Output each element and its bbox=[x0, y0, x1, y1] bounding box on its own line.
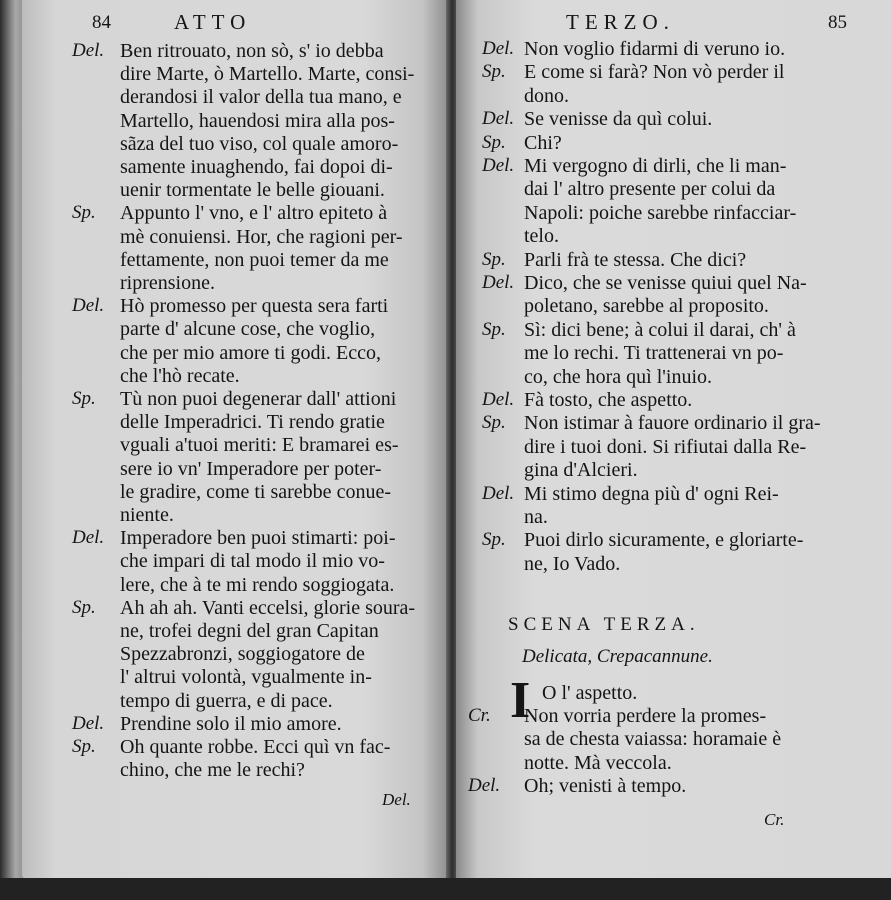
line-text: Se venisse da quì colui. bbox=[524, 108, 713, 131]
line-text: gina d'Alcieri. bbox=[524, 459, 638, 482]
speaker-label: Del. bbox=[72, 40, 105, 61]
line-text: l' altrui volontà, vgualmente in- bbox=[120, 666, 372, 689]
speaker-label: Sp. bbox=[482, 61, 506, 83]
speaker-label: Cr. bbox=[468, 705, 491, 727]
right-running-head: TERZO. bbox=[566, 10, 675, 34]
speaker-label: Sp. bbox=[72, 388, 96, 409]
line-text: dire Marte, ò Martello. Marte, consi- bbox=[120, 63, 415, 86]
scene-title: SCENA TERZA. bbox=[508, 614, 700, 635]
line-text: Hò promesso per questa sera farti bbox=[120, 295, 389, 318]
speaker-label: Sp. bbox=[72, 736, 96, 757]
speaker-label: Del. bbox=[482, 108, 515, 130]
drop-cap: I bbox=[510, 672, 531, 729]
line-text: riprensione. bbox=[120, 272, 215, 294]
speaker-label: Del. bbox=[482, 38, 515, 59]
speaker-label: Sp. bbox=[72, 596, 96, 618]
speaker-label: Del. bbox=[482, 482, 515, 504]
line-text: Oh; venisti à tempo. bbox=[524, 774, 687, 797]
line-text: Mi vergogno di dirli, che li man- bbox=[524, 155, 787, 177]
line-text: samente inuaghendo, fai dopoi di- bbox=[120, 156, 393, 178]
line-text: Parli frà te stessa. Che dici? bbox=[524, 248, 747, 271]
line-text: derandosi il valor della tua mano, e bbox=[120, 86, 402, 109]
line-text: che impari di tal modo il mio vo- bbox=[120, 550, 385, 573]
line-text: Martello, hauendosi mira alla pos- bbox=[120, 109, 395, 132]
line-text: che l'hò recate. bbox=[120, 364, 240, 387]
right-page bbox=[456, 0, 891, 880]
line-text: poletano, sarebbe al proposito. bbox=[524, 295, 769, 318]
line-text: notte. Mà veccola. bbox=[524, 751, 672, 774]
line-text: Chi? bbox=[524, 131, 562, 154]
speaker-label: Sp. bbox=[482, 318, 506, 340]
line-text: dono. bbox=[524, 84, 569, 107]
line-text: Ah ah ah. Vanti eccelsi, glorie soura- bbox=[120, 596, 416, 619]
line-text: co, che hora quì l'inuio. bbox=[524, 365, 712, 388]
line-text: Non voglio fidarmi di veruno io. bbox=[524, 38, 786, 60]
line-text: Ben ritrouato, non sò, s' io debba bbox=[120, 40, 384, 62]
bottom-shadow bbox=[0, 878, 891, 900]
speaker-label: Del. bbox=[72, 295, 105, 317]
line-text: dai l' altro presente per colui da bbox=[524, 178, 776, 201]
line-text: Imperadore ben puoi stimarti: poi- bbox=[120, 527, 396, 550]
speaker-label: Sp. bbox=[482, 248, 506, 270]
line-text: telo. bbox=[524, 225, 559, 248]
line-text: niente. bbox=[120, 504, 174, 526]
line-text: Non istimar à fauore ordinario il gra- bbox=[524, 412, 821, 435]
line-text: O l' aspetto. bbox=[542, 682, 638, 704]
line-text: Spezzabronzi, soggiogatore de bbox=[120, 643, 365, 666]
line-text: tempo di guerra, e di pace. bbox=[120, 689, 333, 712]
line-text: Puoi dirlo sicuramente, e gloriarte- bbox=[524, 529, 804, 552]
speaker-label: Sp. bbox=[72, 202, 96, 224]
line-text: Napoli: poiche sarebbe rinfacciar- bbox=[524, 201, 797, 224]
speaker-label: Del. bbox=[72, 712, 105, 734]
left-running-head: ATTO bbox=[174, 10, 252, 34]
left-page-number: 84 bbox=[92, 12, 111, 33]
line-text: sãza del tuo viso, col quale amoro- bbox=[120, 132, 399, 155]
line-text: mè conuiensi. Hor, che ragioni per- bbox=[120, 225, 403, 248]
line-text: Non vorria perdere la promes- bbox=[524, 705, 767, 728]
line-text: vguali a'tuoi meriti: E bramarei es- bbox=[120, 434, 399, 457]
speaker-label: Del. bbox=[482, 389, 515, 410]
line-text: chino, che me le rechi? bbox=[120, 759, 305, 782]
line-text: Prendine solo il mio amore. bbox=[120, 712, 342, 735]
line-text: Oh quante robbe. Ecci quì vn fac- bbox=[120, 736, 391, 758]
line-text: dire i tuoi doni. Si rifiutai dalla Re- bbox=[524, 435, 807, 458]
left-catchword: Del. bbox=[382, 790, 411, 809]
line-text: ne, Io Vado. bbox=[524, 552, 621, 575]
right-catchword: Cr. bbox=[764, 810, 785, 829]
line-text: uenir tormentate le belle giouani. bbox=[120, 179, 385, 202]
line-text: Dico, che se venisse quiui quel Na- bbox=[524, 272, 807, 294]
line-text: parte d' alcune cose, che voglio, bbox=[120, 318, 376, 341]
speaker-label: Sp. bbox=[482, 131, 506, 153]
speaker-label: Sp. bbox=[482, 529, 506, 551]
speaker-label: Del. bbox=[482, 155, 515, 176]
line-text: che per mio amore ti godi. Ecco, bbox=[120, 341, 382, 364]
speaker-label: Del. bbox=[72, 527, 105, 549]
scene-persons: Delicata, Crepacannune. bbox=[522, 646, 713, 667]
line-text: Appunto l' vno, e l' altro epiteto à bbox=[120, 202, 388, 225]
line-text: delle Imperadrici. Ti rendo gratie bbox=[120, 411, 385, 434]
line-text: Tù non puoi degenerar dall' attioni bbox=[120, 388, 397, 410]
left-page bbox=[22, 0, 448, 880]
line-text: E come si farà? Non vò perder il bbox=[524, 61, 785, 84]
line-text: me lo rechi. Ti trattenerai vn po- bbox=[524, 342, 784, 365]
line-text: sa de chesta vaiassa: horamaie è bbox=[524, 728, 782, 751]
right-page-number: 85 bbox=[828, 12, 847, 33]
line-text: fettamente, non puoi temer da me bbox=[120, 248, 389, 271]
line-text: Sì: dici bene; à colui il darai, ch' à bbox=[524, 318, 796, 341]
line-text: le gradire, come ti sarebbe conue- bbox=[120, 480, 391, 503]
line-text: sere io vn' Imperadore per poter- bbox=[120, 457, 382, 480]
line-text: Mi stimo degna più d' ogni Rei- bbox=[524, 482, 779, 505]
line-text: ne, trofei degni del gran Capitan bbox=[120, 620, 379, 642]
speaker-label: Sp. bbox=[482, 412, 506, 434]
line-text: na. bbox=[524, 506, 548, 528]
speaker-label: Del. bbox=[482, 272, 515, 293]
line-text: Fà tosto, che aspetto. bbox=[524, 389, 693, 411]
speaker-label: Del. bbox=[468, 774, 501, 796]
line-text: lere, che à te mi rendo soggiogata. bbox=[120, 573, 395, 596]
